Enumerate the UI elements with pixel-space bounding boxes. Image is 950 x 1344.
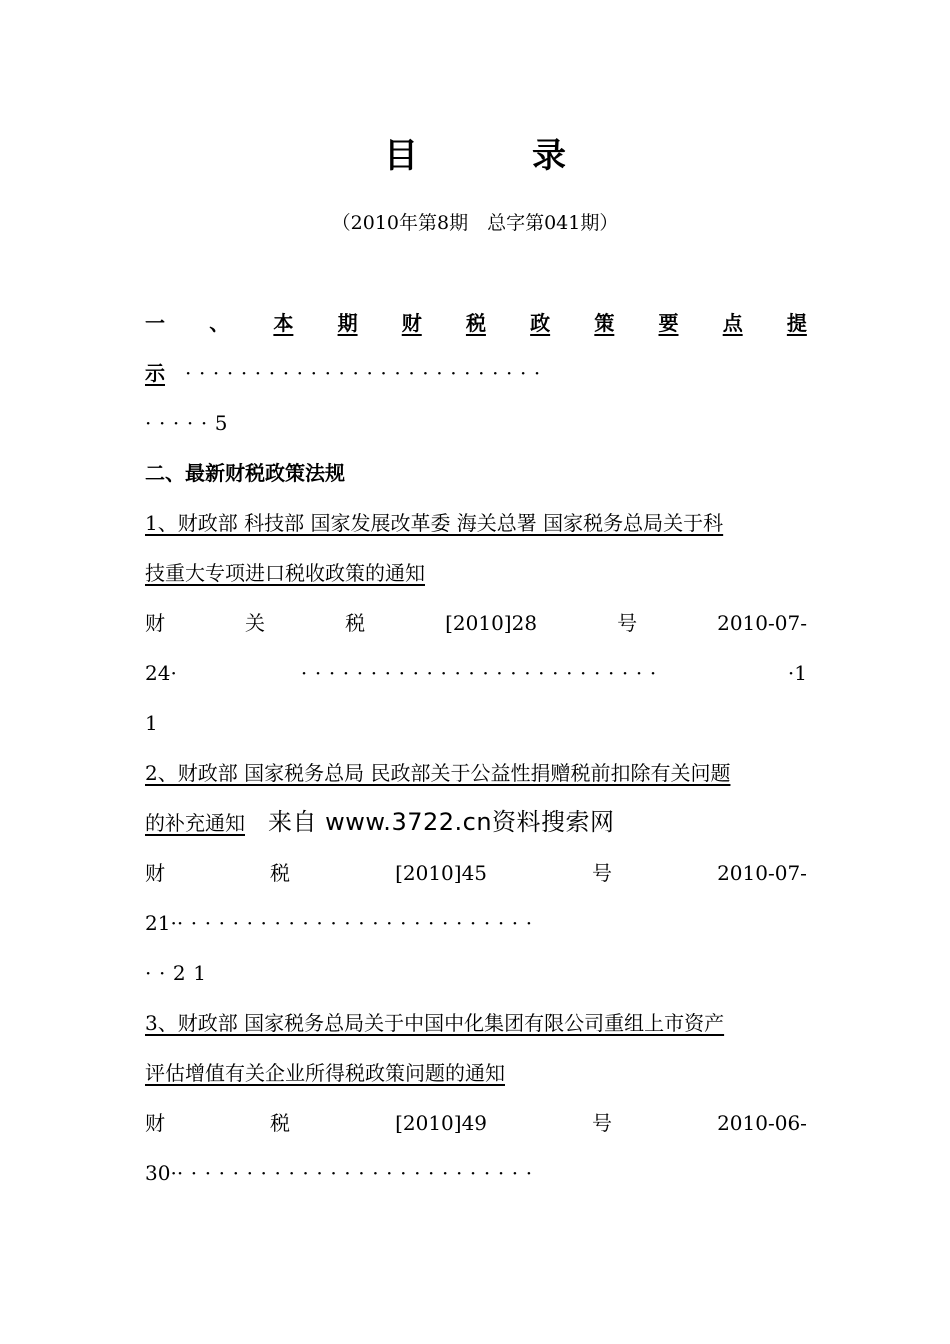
toc-item-1-link[interactable]: 技重大专项进口税收政策的通知 xyxy=(145,561,425,585)
toc-item-2-docnum xyxy=(145,859,807,887)
toc-item-3-docnum xyxy=(145,1109,807,1137)
section-1-link-char[interactable]: 点 xyxy=(722,311,743,335)
section-1-char: 、 xyxy=(209,311,230,335)
section-1-link-tail[interactable]: 示 xyxy=(145,361,165,385)
section-1-heading-line2[interactable] xyxy=(145,359,807,387)
toc-item-1-link[interactable]: 1、财政部 科技部 国家发展改革委 海关总署 国家税务总局关于科 xyxy=(145,511,724,535)
doc-part: 关 xyxy=(245,611,266,635)
leader-dots: ·························· xyxy=(176,1161,540,1185)
toc-item-3-link[interactable]: 3、财政部 国家税务总局关于中国中化集团有限公司重组上市资产 xyxy=(145,1011,725,1035)
doc-part: [2010]28 xyxy=(445,611,538,635)
section-1-link-char[interactable]: 期 xyxy=(337,311,358,335)
toc-item-3-dots-line xyxy=(145,1159,807,1187)
section-1-link-char[interactable]: 税 xyxy=(465,311,486,335)
section-1-page-number: ·····5 xyxy=(145,411,236,435)
section-1-link-char[interactable]: 财 xyxy=(401,311,422,335)
toc-item-2-link[interactable]: 的补充通知 xyxy=(145,811,245,835)
toc-item-3-link[interactable]: 评估增值有关企业所得税政策问题的通知 xyxy=(145,1061,505,1085)
section-1-heading-line1[interactable] xyxy=(145,309,807,337)
date-tail: 30· xyxy=(145,1161,177,1185)
doc-part: [2010]45 xyxy=(395,861,488,885)
toc-item-1-dots-line xyxy=(145,659,807,687)
toc-item-2-page-cont: ··21 xyxy=(145,961,214,985)
doc-part: 2010-06- xyxy=(717,1111,807,1135)
section-1-char: 一 xyxy=(145,311,165,335)
doc-part: 号 xyxy=(592,861,613,885)
doc-part: 财 xyxy=(145,861,165,885)
leader-dots: ·························· xyxy=(185,361,548,385)
toc-item-2-dots-line xyxy=(145,909,807,937)
section-2-heading: 二、最新财税政策法规 xyxy=(145,461,345,485)
issue-subtitle: （2010年第8期 总字第041期） xyxy=(331,212,619,234)
date-tail: 24· xyxy=(145,661,177,685)
doc-part: 2010-07- xyxy=(717,861,807,885)
page-number: ·1 xyxy=(787,661,807,685)
doc-part: [2010]49 xyxy=(395,1111,488,1135)
doc-part: 税 xyxy=(270,861,291,885)
section-1-link-char[interactable]: 要 xyxy=(658,311,679,335)
toc-item-1-title[interactable] xyxy=(145,509,807,537)
doc-part: 财 xyxy=(145,611,165,635)
section-1-link-char[interactable]: 本 xyxy=(273,311,294,335)
doc-part: 号 xyxy=(617,611,638,635)
toc-item-1-docnum xyxy=(145,609,807,637)
doc-part: 税 xyxy=(270,1111,291,1135)
section-1-link-char[interactable]: 政 xyxy=(530,311,551,335)
toc-item-3-title[interactable] xyxy=(145,1009,807,1037)
toc-item-2-title[interactable] xyxy=(145,759,807,787)
doc-part: 税 xyxy=(345,611,366,635)
leader-dots: ·························· xyxy=(176,911,540,935)
doc-part: 号 xyxy=(592,1111,613,1135)
toc-item-1-page-cont: 1 xyxy=(145,711,158,735)
doc-part: 2010-07- xyxy=(717,611,807,635)
leader-dots: ·························· xyxy=(300,661,664,685)
section-1-link-char[interactable]: 策 xyxy=(594,311,615,335)
date-tail: 21· xyxy=(145,911,177,935)
section-1-link-char[interactable]: 提 xyxy=(786,311,807,335)
doc-part: 财 xyxy=(145,1111,165,1135)
page-title: 目 录 xyxy=(384,136,606,176)
watermark-text: 来自 www.3722.cn资料搜索网 xyxy=(264,802,619,837)
toc-item-2-link[interactable]: 2、财政部 国家税务总局 民政部关于公益性捐赠税前扣除有关问题 xyxy=(145,761,731,785)
